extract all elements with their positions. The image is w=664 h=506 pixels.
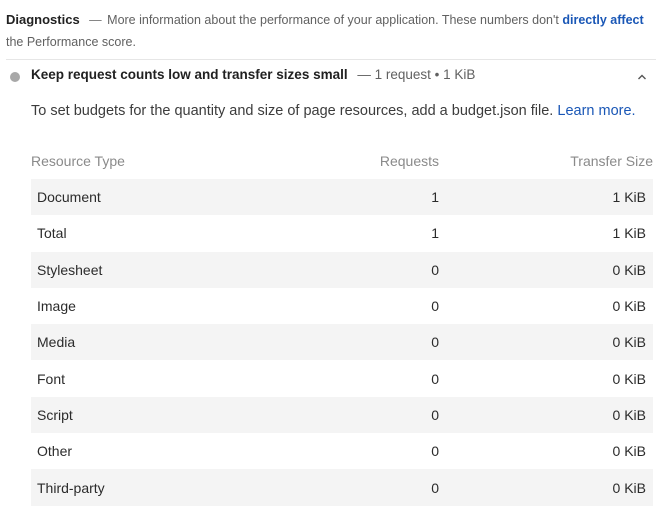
cell-requests: 1 [367, 179, 439, 215]
table-row [31, 179, 653, 215]
chevron-up-icon[interactable] [636, 71, 648, 83]
audit-description [31, 103, 636, 119]
diagnostics-description: More information about the performance of your application. These numbers don't [107, 13, 559, 27]
table-row [31, 215, 653, 251]
cell-resource-type: Other [37, 443, 73, 460]
table-row [31, 397, 653, 433]
cell-transfer-size: 0 KiB [439, 397, 653, 433]
diagnostics-header [6, 9, 656, 53]
cell-transfer-size: 1 KiB [439, 179, 653, 215]
cell-requests: 1 [431, 225, 439, 242]
diagnostics-title: Diagnostics [6, 12, 80, 27]
header-requests: Requests [379, 153, 439, 169]
cell-resource-type: Document [31, 179, 367, 215]
cell-resource-type: Media [31, 324, 367, 360]
cell-requests: 0 [431, 370, 439, 387]
table-row [31, 252, 653, 288]
cell-requests: 0 [367, 397, 439, 433]
cell-requests: 0 [367, 252, 439, 288]
audit-summary-text: 1 request • 1 KiB [374, 67, 476, 82]
directly-affect-link[interactable]: directly affect [562, 13, 644, 27]
cell-transfer-size: 0 KiB [439, 252, 653, 288]
cell-transfer-size: 0 KiB [612, 443, 646, 460]
table-row [31, 433, 653, 469]
resource-budget-table [31, 143, 653, 506]
cell-requests: 0 [431, 443, 439, 460]
header-transfer-size: Transfer Size [570, 153, 653, 169]
cell-resource-type: Third-party [31, 469, 367, 505]
cell-resource-type: Total [37, 225, 67, 242]
section-divider [6, 59, 656, 60]
cell-resource-type: Image [37, 298, 76, 315]
header-resource-type: Resource Type [31, 153, 125, 169]
status-dot-icon [10, 72, 20, 82]
table-row [31, 469, 653, 505]
separator-dash: — [89, 13, 102, 27]
audit-header[interactable] [0, 62, 664, 92]
audit-description-text: To set budgets for the quantity and size of page resources, add a budget.json file. [31, 103, 554, 119]
cell-resource-type: Font [37, 370, 66, 387]
cell-requests: 0 [367, 469, 439, 505]
cell-transfer-size: 0 KiB [439, 469, 653, 505]
cell-transfer-size: 0 KiB [612, 298, 646, 315]
audit-title-text: Keep request counts low and transfer sizes small [31, 67, 348, 82]
cell-requests: 0 [367, 324, 439, 360]
audit-summary: — 1 request • 1 KiB [357, 67, 476, 82]
cell-transfer-size: 0 KiB [612, 370, 646, 387]
learn-more-link[interactable]: Learn more. [557, 103, 636, 119]
cell-resource-type: Stylesheet [31, 252, 367, 288]
table-row [31, 360, 653, 396]
table-row [31, 324, 653, 360]
cell-transfer-size: 0 KiB [439, 324, 653, 360]
cell-resource-type: Script [31, 397, 367, 433]
table-row [31, 288, 653, 324]
cell-requests: 0 [431, 298, 439, 315]
audit-title [31, 67, 475, 82]
cell-transfer-size: 1 KiB [612, 225, 646, 242]
diagnostics-description-suffix: the Performance score. [6, 35, 136, 49]
table-header-row [31, 143, 653, 179]
